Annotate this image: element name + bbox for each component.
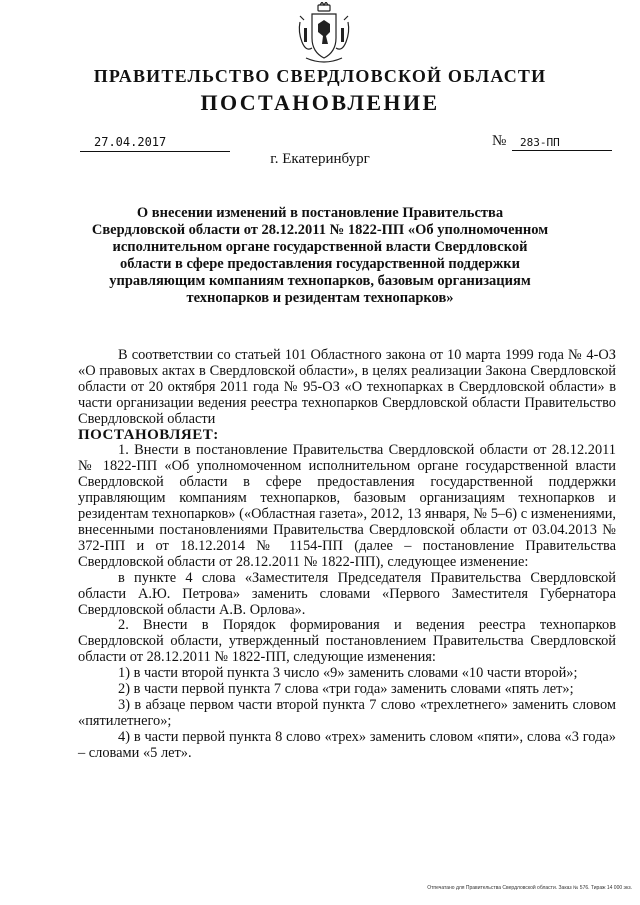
number-field [490,134,612,151]
resolves-heading: ПОСТАНОВЛЯЕТ: [78,426,219,443]
document-body [78,348,616,762]
document-number: 283-ПП [520,136,560,149]
item-2-paragraph: 2. Внести в Порядок формирования и ведения реестра технопарков Свердловской области, утвержденный постановлением Правительства Свердловской области от 28.12.2011 № 1822-ПП, следующие изменения: [78,617,616,666]
item-2-1-paragraph: 1) в части второй пункта 3 число «9» заменить словами «10 части второй»; [118,665,578,682]
organization-name: ПРАВИТЕЛЬСТВО СВЕРДЛОВСКОЙ ОБЛАСТИ [93,66,547,86]
document-date: 27.04.2017 [94,135,167,149]
item-2-2-paragraph: 2) в части первой пункта 7 слова «три года» заменить словами «пять лет»; [118,681,574,698]
item-2-3-paragraph: 3) в абзаце первом части второй пункта 7 слово «трехлетнего» заменить словом «пятилетнего»; [78,696,616,729]
preamble-paragraph: В соответствии со статьей 101 Областного закона от 10 марта 1999 года № 4-ОЗ «О правовых актах в Свердловской области», в целях реализации Закона Свердловской области от 20 октября 2011 года № 95-ОЗ «О технопарках в Свердловской области» в части организации ведения реестра технопарков Свердловской области Правительство Свердловской области [78,347,616,427]
number-label: № [492,133,507,149]
document-subject: О внесении изменений в постановление Правительства Свердловской области от 28.12.2011 № 1822-ПП «Об уполномоченном исполнительном органе государственной власти Свердловской области в сфере предоставления государственной поддержки управляющим компаниям технопарков, базовым организациям технопарков и резидентам технопарков» [91,205,549,306]
date-field [80,134,230,152]
print-footer: Отпечатано для Правительства Свердловской области. Заказ № 576. Тираж 14 000 экз. [427,885,632,891]
document-type: ПОСТАНОВЛЕНИЕ [200,90,440,115]
coat-of-arms-icon [296,2,352,66]
item-1-paragraph: 1. Внести в постановление Правительства Свердловской области от 28.12.2011 № 1822-ПП «Об уполномоченном исполнительном органе государственной власти Свердловской области в сфере предоставления государственной поддержки управляющим компаниям технопарков, базовым организациям технопарков и резидентам технопарков» («Областная газета», 2012, 13 января, № 5–6) с изменениями, внесенными постановлениями Правительства Свердловской области от 03.04.2013 № 372-ПП и от 18.12.2014 № 1154-ПП (далее – постановление Правительства Свердловской области от 28.12.2011 № 1822-ПП), следующее изменение: [78,442,616,570]
city: г. Екатеринбург [270,151,370,167]
item-2-4-paragraph: 4) в части первой пункта 8 слово «трех» заменить словом «пяти», слова «3 года» – словами «5 лет». [78,728,616,761]
item-1-change-paragraph: в пункте 4 слова «Заместителя Председателя Правительства Свердловской области А.Ю. Петрова» заменить словами «Первого Заместителя Губернатора Свердловской области А.В. Орлова». [78,569,616,618]
